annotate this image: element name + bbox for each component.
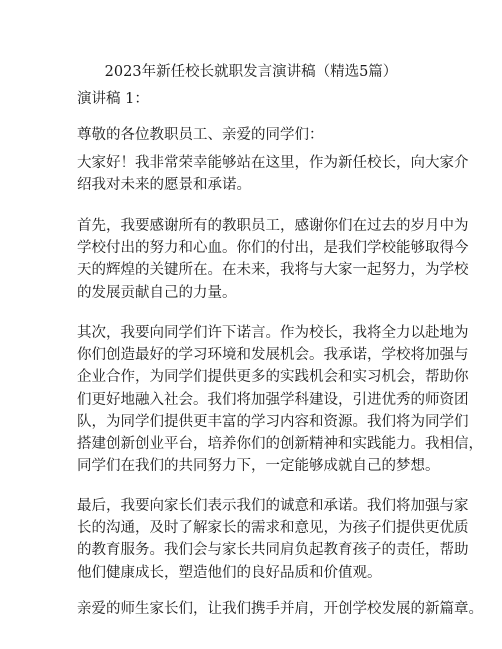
paragraph-promise-students [77, 322, 483, 477]
paragraph-line: 首先，我要感谢所有的教职员工，感谢你们在过去的岁月中为 [77, 218, 469, 234]
speech-heading: 演讲稿 1： [77, 91, 149, 107]
paragraph-line: 企业合作，为同学们提供更多的实践机会和实习机会，帮助你 [77, 369, 469, 386]
paragraph-line: 最后，我要向家长们表示我们的诚意和承诺。我们将加强与家 [77, 498, 469, 514]
paragraph-line: 你们创造最好的学习环境和发展机会。我承诺，学校将加强与 [77, 347, 469, 364]
paragraph-line: 搭建创新创业平台，培养你们的创新精神和实践能力。我相信， [77, 436, 483, 453]
paragraph-line: 同学们在我们的共同努力下，一定能够成就自己的梦想。 [77, 458, 440, 475]
paragraph-line: 长的沟通，及时了解家长的需求和意见，为孩子们提供更优质 [77, 520, 469, 537]
paragraph-line: 的教育服务。我们会与家长共同肩负起教育孩子的责任，帮助 [77, 542, 469, 559]
paragraph-line: 大家好！我非常荣幸能够站在这里，作为新任校长，向大家介 [77, 155, 469, 171]
paragraph-line: 们更好地融入社会。我们将加强学科建设，引进优秀的师资团 [77, 391, 469, 408]
paragraph-line: 队，为同学们提供更丰富的学习内容和资源。我们将为同学们 [77, 413, 469, 430]
paragraph-line: 其次，我要向同学们许下诺言。作为校长，我将全力以赴地为 [77, 325, 469, 341]
greeting: 尊敬的各位教职员工、亲爱的同学们： [77, 127, 324, 143]
paragraph-line: 绍我对未来的愿景和承诺。 [77, 177, 251, 194]
paragraph-line: 的发展贡献自己的力量。 [77, 284, 237, 301]
paragraph-closing [77, 598, 483, 620]
paragraph-thanks-staff [77, 215, 469, 304]
paragraph-line: 他们健康成长，塑造他们的良好品质和价值观。 [77, 564, 382, 581]
document-title: 2023年新任校长就职发言演讲稿（精选5篇） [104, 64, 398, 80]
paragraph-line: 亲爱的师生家长们，让我们携手并肩，开创学校发展的新篇章。 [77, 601, 483, 617]
paragraph-line: 天的辉煌的关键所在。在未来，我将与大家一起努力，为学校 [77, 262, 469, 279]
paragraph-opening [77, 152, 469, 196]
paragraph-line: 学校付出的努力和心血。你们的付出，是我们学校能够取得今 [77, 240, 469, 257]
paragraph-parents [77, 495, 469, 584]
